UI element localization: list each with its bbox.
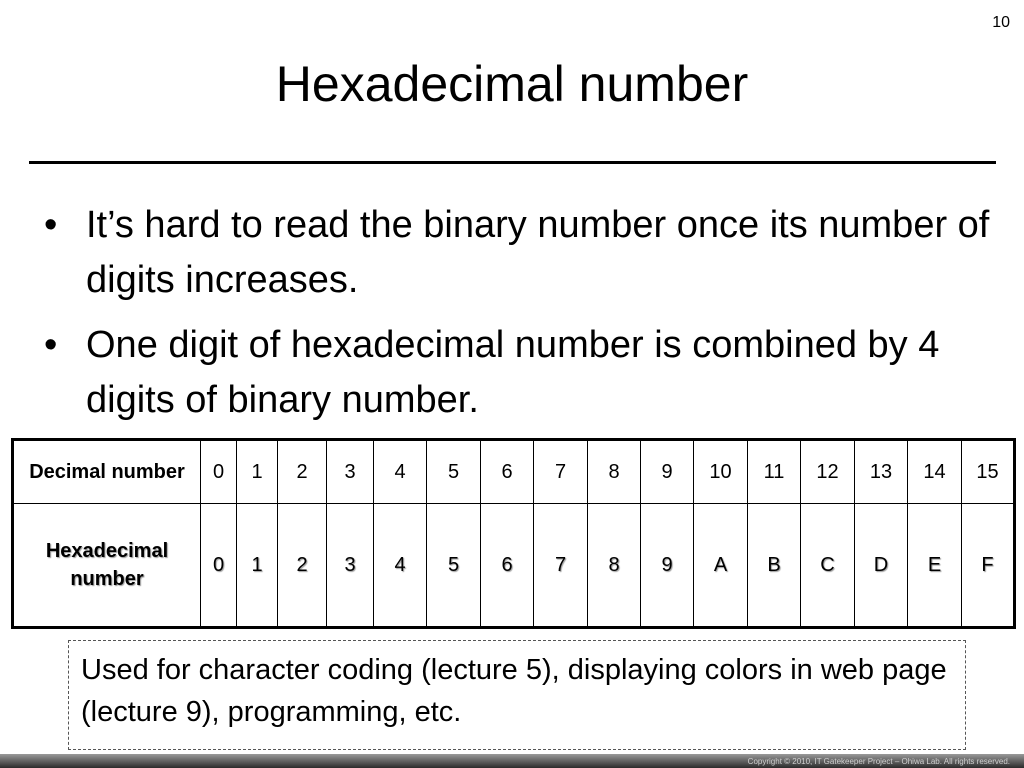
table-cell: 7 xyxy=(534,440,588,504)
decimal-row xyxy=(13,440,1015,504)
title-divider xyxy=(29,161,996,164)
table-cell: 2 xyxy=(278,440,327,504)
table-cell: D xyxy=(855,504,908,628)
table-cell: 7 xyxy=(534,504,588,628)
table-cell: 1 xyxy=(237,504,278,628)
bullet-item xyxy=(44,318,1004,428)
slide-title: Hexadecimal number xyxy=(275,56,749,112)
slide-number: 10 xyxy=(992,14,1010,31)
table-cell: 11 xyxy=(748,440,801,504)
table-cell: C xyxy=(801,504,855,628)
table-cell: 6 xyxy=(481,504,534,628)
bullet-dot: • xyxy=(44,324,58,366)
table-cell: 3 xyxy=(327,504,374,628)
table-cell: 1 xyxy=(237,440,278,504)
table-cell: 9 xyxy=(641,504,694,628)
table-cell: 13 xyxy=(855,440,908,504)
table-cell: 8 xyxy=(588,440,641,504)
copyright-text: Copyright © 2010, IT Gatekeeper Project – Ohiwa Lab. All rights reserved. xyxy=(747,757,1010,766)
table-cell: 6 xyxy=(481,440,534,504)
table-cell: E xyxy=(908,504,962,628)
table-cell: 15 xyxy=(962,440,1015,504)
bullet-text: One digit of hexadecimal number is combined by 4 digits of binary number. xyxy=(86,324,940,421)
conversion-table xyxy=(11,438,1016,629)
table-cell: 5 xyxy=(427,440,481,504)
table-cell: 4 xyxy=(374,504,427,628)
table-cell: 14 xyxy=(908,440,962,504)
table-cell: 8 xyxy=(588,504,641,628)
table-cell: 0 xyxy=(201,504,237,628)
bullet-item xyxy=(44,198,1004,308)
table-cell: A xyxy=(694,504,748,628)
table-cell: 3 xyxy=(327,440,374,504)
hexadecimal-row xyxy=(13,504,1015,628)
bullet-list xyxy=(44,198,1004,438)
row-header: Hexadecimal number xyxy=(13,504,201,628)
bullet-dot: • xyxy=(44,204,58,246)
table-cell: 10 xyxy=(694,440,748,504)
table-cell: 2 xyxy=(278,504,327,628)
table-cell: 9 xyxy=(641,440,694,504)
table-cell: F xyxy=(962,504,1015,628)
table-cell: 4 xyxy=(374,440,427,504)
table-cell: 0 xyxy=(201,440,237,504)
usage-note: Used for character coding (lecture 5), displaying colors in web page (lecture 9), programming, etc. xyxy=(68,640,966,750)
bullet-text: It’s hard to read the binary number once its number of digits increases. xyxy=(86,204,990,301)
row-header: Decimal number xyxy=(13,440,201,504)
table-cell: B xyxy=(748,504,801,628)
table-cell: 12 xyxy=(801,440,855,504)
table-cell: 5 xyxy=(427,504,481,628)
